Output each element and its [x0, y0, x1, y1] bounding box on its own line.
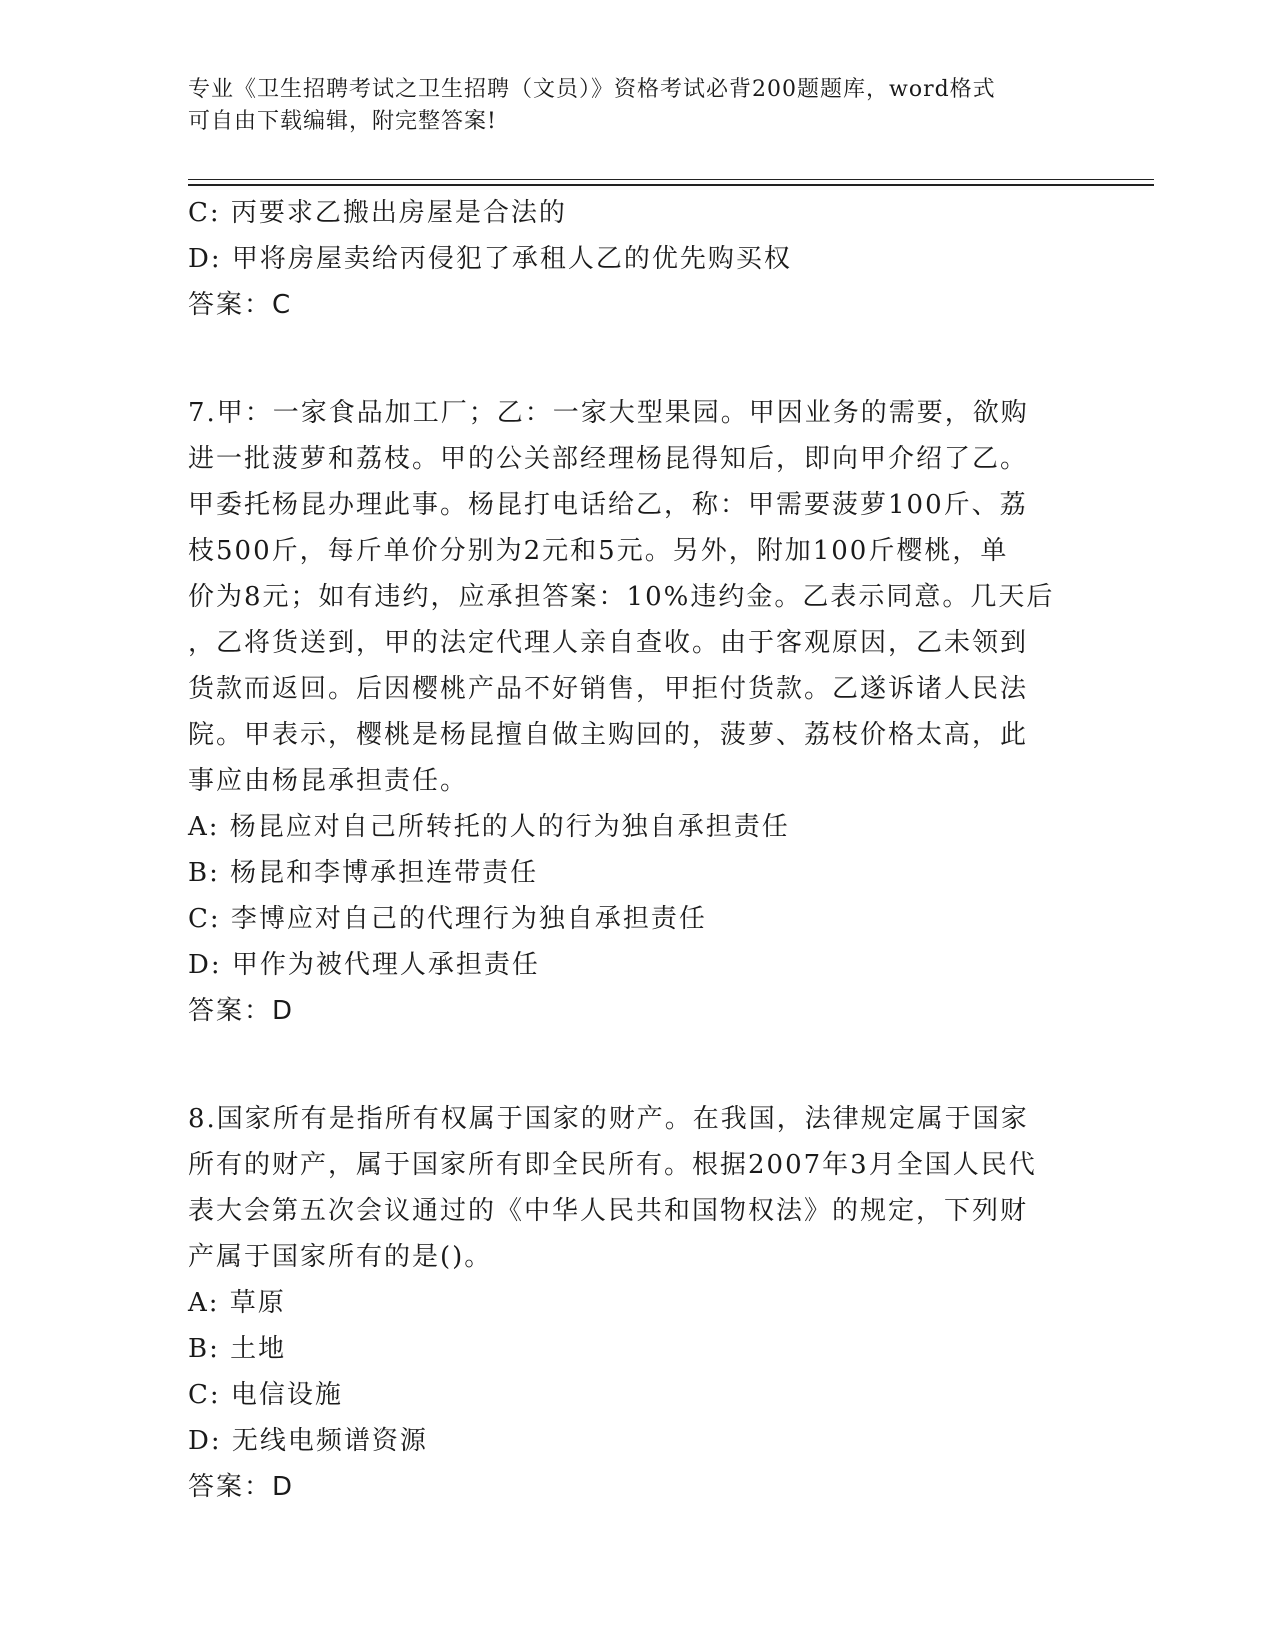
- option-a: A: 草原: [188, 1288, 286, 1318]
- option-c: C: 丙要求乙搬出房屋是合法的: [188, 198, 567, 228]
- header-line-1: 专业《卫生招聘考试之卫生招聘（文员）》资格考试必背200题题库，word格式: [188, 77, 996, 102]
- question-text-line: 枝500斤，每斤单价分别为2元和5元。另外，附加100斤樱桃，单: [188, 536, 1009, 566]
- question-text-line: 甲委托杨昆办理此事。杨昆打电话给乙，称：甲需要菠萝100斤、荔: [188, 490, 1028, 520]
- spacer: [188, 328, 1088, 390]
- option-b: B: 杨昆和李博承担连带责任: [188, 858, 539, 888]
- option-d: D: 无线电频谱资源: [188, 1426, 428, 1456]
- answer: 答案：D: [188, 1472, 295, 1502]
- spacer: [188, 1034, 1088, 1096]
- question-text-line: 价为8元；如有违约，应承担答案：10%违约金。乙表示同意。几天后: [188, 582, 1055, 612]
- question-text-line: 事应由杨昆承担责任。: [188, 766, 469, 796]
- question-text-line: 8.国家所有是指所有权属于国家的财产。在我国，法律规定属于国家: [188, 1104, 1029, 1134]
- question-text-line: 所有的财产，属于国家所有即全民所有。根据2007年3月全国人民代: [188, 1150, 1037, 1180]
- header-line-2: 可自由下载编辑，附完整答案!: [188, 109, 497, 134]
- question-text-line: 产属于国家所有的是()。: [188, 1242, 493, 1272]
- header-divider-thick: [188, 184, 1154, 186]
- question-text-line: 7.甲：一家食品加工厂；乙：一家大型果园。甲因业务的需要，欲购: [188, 398, 1029, 428]
- header-divider-thin: [188, 179, 1154, 180]
- question-8: [188, 1096, 1088, 1510]
- document-header: [188, 74, 1088, 138]
- option-d: D: 甲将房屋卖给丙侵犯了承租人乙的优先购买权: [188, 244, 792, 274]
- answer: 答案：C: [188, 290, 293, 320]
- question-text-line: 货款而返回。后因樱桃产品不好销售，甲拒付货款。乙遂诉诸人民法: [188, 674, 1029, 704]
- document-body: [188, 190, 1088, 1510]
- question-7: [188, 390, 1088, 1034]
- question-text-line: 院。甲表示，樱桃是杨昆擅自做主购回的，菠萝、荔枝价格太高，此: [188, 720, 1029, 750]
- option-c: C: 李博应对自己的代理行为独自承担责任: [188, 904, 707, 934]
- option-b: B: 土地: [188, 1334, 287, 1364]
- question-text-line: 表大会第五次会议通过的《中华人民共和国物权法》的规定，下列财: [188, 1196, 1029, 1226]
- question-6-tail: [188, 190, 1088, 328]
- option-c: C: 电信设施: [188, 1380, 343, 1410]
- question-text-line: ，乙将货送到，甲的法定代理人亲自查收。由于客观原因，乙未领到: [188, 628, 1029, 658]
- option-a: A: 杨昆应对自己所转托的人的行为独自承担责任: [188, 812, 790, 842]
- question-text-line: 进一批菠萝和荔枝。甲的公关部经理杨昆得知后，即向甲介绍了乙。: [188, 444, 1029, 474]
- answer: 答案：D: [188, 996, 295, 1026]
- option-d: D: 甲作为被代理人承担责任: [188, 950, 540, 980]
